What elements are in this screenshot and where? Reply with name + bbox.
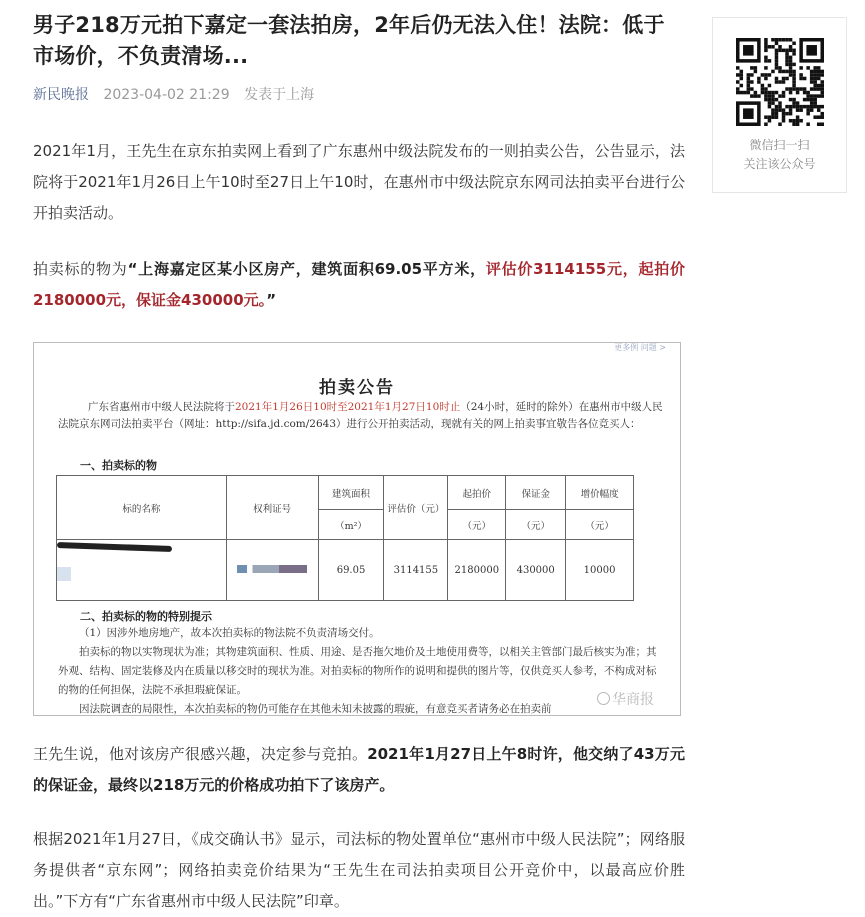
p2-close: ” xyxy=(266,291,277,309)
table-header-row xyxy=(57,476,634,510)
paragraph-4: 根据2021年1月27日，《成交确认书》显示，司法标的物处置单位“惠州市中级人民法院”；网络服务提供者“京东网”；网络拍卖竞价结果为“王先生在司法拍卖项目公开竞价中，以最高应价胜出。”下方有“广东省惠州市中级人民法院”印章。 xyxy=(33,830,685,910)
qr-caption-line-2: 关注该公众号 xyxy=(743,157,816,171)
source-link[interactable]: 新民晚报 xyxy=(33,87,89,103)
header-appraisal: 评估价（元） xyxy=(384,476,448,540)
auction-table xyxy=(56,475,634,601)
notice-note-1: （1）因涉外地房地产，故本次拍卖标的物法院不负责清场交付。 xyxy=(79,627,380,639)
qr-code-icon xyxy=(736,38,824,126)
redaction-mark xyxy=(57,542,172,552)
publish-location: 发表于上海 xyxy=(244,87,315,103)
cell-area: 69.05 xyxy=(318,540,384,601)
qr-caption-line-1: 微信扫一扫 xyxy=(749,138,810,152)
cell-start: 2180000 xyxy=(448,540,506,601)
cell-name-redacted xyxy=(57,540,227,601)
figure-corner-text: 更多例 问题 > xyxy=(614,343,666,352)
notice-intro-b: （24小时，延时的除外）在惠州市中级人民法院京东网司法拍卖平台（网址：http://sifa.jd.com/2643）进行公开拍卖活动，现就有关的网上拍卖事宜敬告各位竞买人： xyxy=(58,401,663,430)
notice-body xyxy=(58,624,666,719)
paragraph-3 xyxy=(33,739,685,801)
cell-appraisal: 3114155 xyxy=(384,540,448,601)
header-deposit-unit: （元） xyxy=(506,510,566,540)
redaction-fade xyxy=(57,567,71,581)
header-name: 标的名称 xyxy=(57,476,227,540)
notice-title: 拍卖公告 xyxy=(319,378,395,398)
notice-section-2: 二、拍卖标的物的特别提示 xyxy=(80,610,212,623)
header-area: 建筑面积 xyxy=(318,476,384,510)
watermark-text: 华商报 xyxy=(612,692,654,708)
cell-cert-redacted xyxy=(226,540,318,601)
header-start: 起拍价 xyxy=(448,476,506,510)
header-area-unit: （m²） xyxy=(318,510,384,540)
article-title: 男子218万元拍下嘉定一套法拍房，2年后仍无法入住！法院：低于市场价，不负责清场... xyxy=(33,13,665,68)
header-deposit: 保证金 xyxy=(506,476,566,510)
notice-note-3: 因法院调查的局限性，本次拍卖标的物仍可能存在其他未知未披露的瑕疵，有意竞买者请务必在拍卖前 xyxy=(79,703,552,715)
notice-intro-a: 广东省惠州市中级人民法院将于 xyxy=(88,401,235,413)
cert-redaction-mark xyxy=(237,565,307,573)
watermark-logo-icon xyxy=(597,692,610,705)
qr-card xyxy=(712,17,847,193)
paragraph-2 xyxy=(33,254,685,316)
notice-intro-dates: 2021年1月26日10时至2021年1月27日10时止 xyxy=(235,401,461,413)
table-row xyxy=(57,540,634,601)
header-increment: 增价幅度 xyxy=(566,476,634,510)
watermark xyxy=(597,689,654,709)
notice-section-1: 一、拍卖标的物 xyxy=(80,459,157,472)
notice-note-2: 拍卖标的物以实物现状为准；其物建筑面积、性质、用途、是否拖欠地价及土地使用费等，以相关主管部门最后核实为准；其外观、结构、固定装修及内在质量以移交时的现状为准。对拍卖标的物所作的说明和提供的图片等，仅供竞买人参考，不构成对标的物的任何担保，法院不承担瑕疵保证。 xyxy=(58,646,657,696)
publish-date: 2023-04-02 21:29 xyxy=(103,87,230,103)
header-cert: 权利证号 xyxy=(226,476,318,540)
qr-caption xyxy=(713,136,846,174)
header-start-unit: （元） xyxy=(448,510,506,540)
paragraph-1: 2021年1月，王先生在京东拍卖网上看到了广东惠州中级法院发布的一则拍卖公告，公告显示，法院将于2021年1月26日上午10时至27日上午10时，在惠州市中级法院京东网司法拍卖平台进行公开拍卖活动。 xyxy=(33,142,685,222)
article-meta xyxy=(33,84,685,106)
auction-notice-image[interactable] xyxy=(33,342,681,716)
p2-lead: 拍卖标的物为 xyxy=(33,260,128,278)
notice-intro xyxy=(58,399,664,433)
cell-deposit: 430000 xyxy=(506,540,566,601)
p2-red: 评估价3114155元，起拍价2180000元，保证金430000元。 xyxy=(33,260,685,309)
header-increment-unit: （元） xyxy=(566,510,634,540)
article xyxy=(33,0,685,917)
p3-bold: 2021年1月27日上午8时许，他交纳了43万元的保证金，最终以218万元的价格成功拍下了该房产。 xyxy=(33,745,685,794)
p3-lead: 王先生说，他对该房产很感兴趣，决定参与竞拍。 xyxy=(33,745,368,763)
cell-increment: 10000 xyxy=(566,540,634,601)
p2-bold: “上海嘉定区某小区房产，建筑面积69.05平方米， xyxy=(127,260,486,278)
